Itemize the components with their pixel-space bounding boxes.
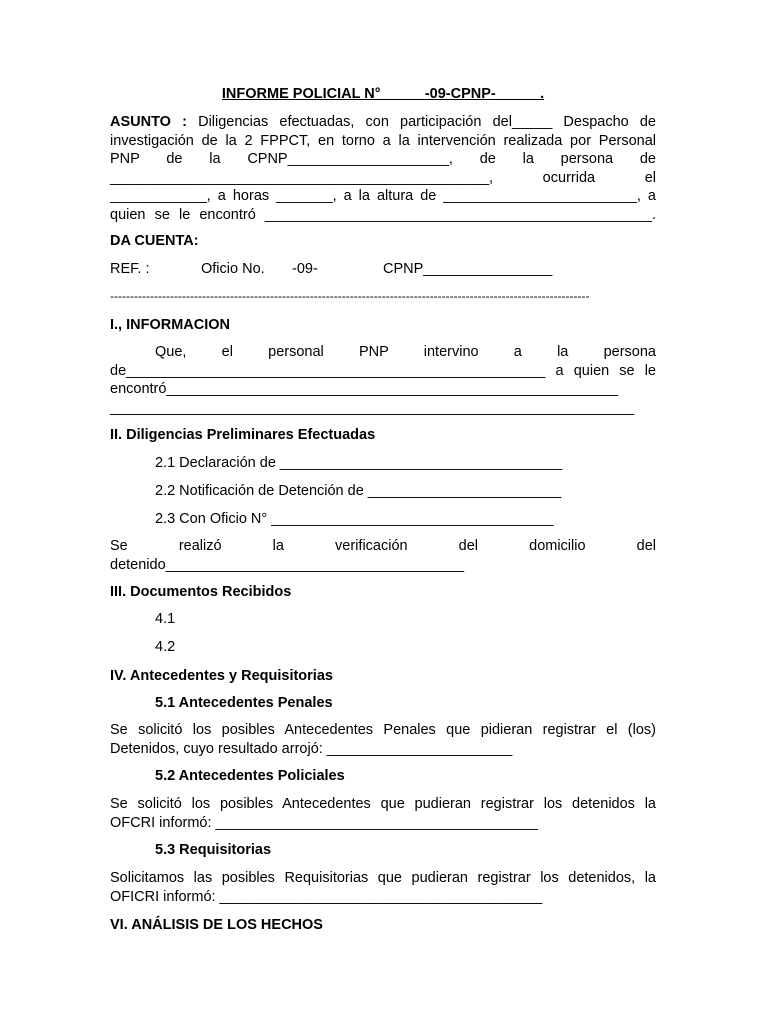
section-1-title: I., INFORMACION: [110, 317, 231, 333]
subsection-5-1-text: [110, 721, 656, 758]
subsection-5-3-line: Solicitamos las posibles Requisitorias que pudieran registrar los detenidos, la: [110, 870, 656, 886]
asunto-line: quien se le encontró ________________________________________________.: [110, 206, 656, 223]
section-3-item: 4.2: [155, 639, 176, 655]
ref-number: -09-: [292, 261, 318, 277]
section-2-text: [110, 537, 656, 574]
title-end: .: [540, 86, 545, 102]
section-2-title: II. Diligencias Preliminares Efectuadas: [110, 427, 376, 443]
asunto-line: _______________________________________________, ocurrida el: [110, 169, 656, 186]
subsection-5-1-line: Se solicitó los posibles Antecedentes Penales que pidieran registrar el (los): [110, 722, 656, 738]
subsection-5-2-text: [110, 795, 656, 832]
section-2-item: 2.2 Notificación de Detención de ________________________: [155, 483, 562, 499]
ref-oficio: Oficio No.: [201, 261, 265, 277]
asunto-line: investigación de la 2 FPPCT, en torno a la intervención realizada por Personal: [110, 132, 656, 149]
section-2-item: 2.1 Declaración de ___________________________________: [155, 455, 563, 471]
asunto-line: Diligencias efectuadas, con participación del_____ Despacho de: [186, 114, 656, 130]
section-4-title: IV. Antecedentes y Requisitorias: [110, 668, 333, 684]
asunto-line: ____________, a horas _______, a la altura de ________________________, a: [110, 188, 656, 204]
section-1-line: de____________________________________________________ a quien se le: [110, 362, 656, 379]
subsection-5-2-line: Se solicitó los posibles Antecedentes que pudieran registrar los detenidos la: [110, 796, 656, 812]
subsection-5-1-line: Detenidos, cuyo resultado arrojó: _______________________: [110, 740, 513, 757]
section-1-line: encontró________________________________________________________: [110, 381, 619, 397]
asunto-block: [110, 113, 656, 224]
subsection-5-1-title: 5.1 Antecedentes Penales: [155, 695, 333, 711]
section-1-body: [110, 343, 656, 417]
subsection-5-3-line: OFICRI informó: ________________________________________: [110, 888, 543, 905]
subsection-5-2-title: 5.2 Antecedentes Policiales: [155, 768, 345, 784]
section-3-title: III. Documentos Recibidos: [110, 584, 292, 600]
report-title: [110, 86, 656, 102]
title-code: -09-CPNP-: [424, 86, 496, 102]
subsection-5-3-text: [110, 869, 656, 906]
subsection-5-3-title: 5.3 Requisitorias: [155, 842, 272, 858]
da-cuenta-heading: DA CUENTA:: [110, 233, 199, 249]
section-3-item: 4.1: [155, 611, 176, 627]
asunto-label: ASUNTO :: [110, 114, 187, 130]
section-6-title: VI. ANÁLISIS DE LOS HECHOS: [110, 917, 323, 933]
ref-cpnp: CPNP________________: [383, 261, 553, 277]
section-2-text-line: detenido_____________________________________: [110, 556, 465, 573]
section-2-item: 2.3 Con Oficio N° ___________________________________: [155, 511, 554, 527]
ref-line: [110, 260, 656, 279]
section-1-line: Que, el personal PNP intervino a la persona: [155, 344, 656, 360]
title-number: INFORME POLICIAL N°: [221, 86, 381, 102]
ref-label: REF. :: [110, 261, 150, 277]
asunto-line: PNP de la CPNP____________________, de la persona de: [110, 151, 656, 167]
section-1-line: _________________________________________________________________: [110, 399, 635, 416]
section-2-text-line: Se realizó la verificación del domicilio del: [110, 538, 656, 554]
subsection-5-2-line: OFCRI informó: ________________________________________: [110, 814, 539, 831]
separator-line: ------------------------------------------------------------------------------------------------------------------------: [110, 289, 590, 303]
